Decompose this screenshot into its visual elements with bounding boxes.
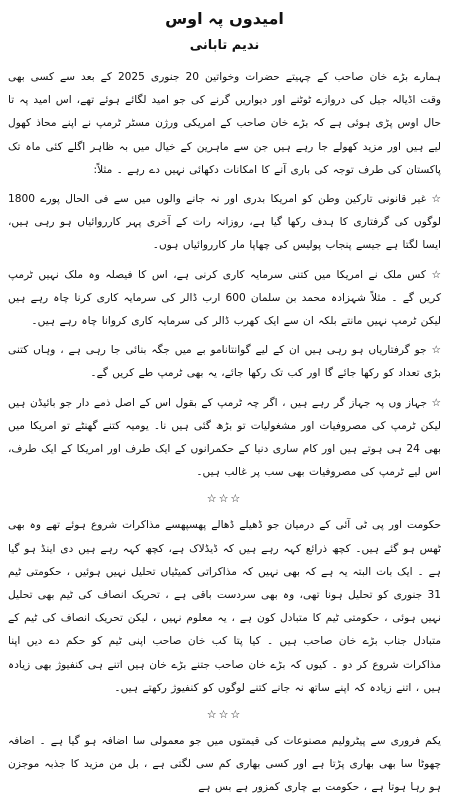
article-paragraph: ☆ کس ملک نے امریکا میں کتنی سرمایہ کاری کرنی ہے، اس کا فیصلہ وہ ملک نہیں ٹرمپ کریں گے ۔ مثلاً شہزادہ محمد بن سلمان 600 ارب ڈالر کی سرمایہ کاری کرنا چاہ رہے ہیں لیکن ٹرمپ نہیں مانتے بلکہ ان سے ایک کھرب ڈالر کی سرمایہ کاری کروانا چاہ رہے ہیں۔ — [8, 268, 442, 328]
article-paragraph: ☆ غیر قانونی تارکین وطن کو امریکا بدری اور نہ جانے والوں میں سے فی الحال پورے 1800 لوگوں کی گرفتاری کا ہدف رکھا گیا ہے، روزانہ رات کے آخری پہر کارروائیاں ہو رہی ہیں، ایسا لگتا ہے جیسے پنجاب پولیس کی چھاپا مار کارروائیاں ہوں۔ — [8, 193, 441, 252]
article-paragraph: حکومت اور پی ٹی آئی کے درمیان جو ڈھیلے ڈھالے پھسپھسے مذاکرات شروع ہوئے تھے وہ بھی ٹھس ہو گئے ہیں۔ کچھ ذرائع کہہ رہے ہیں کہ ڈیڈلاک ہے، کچھ کہہ رہے ہیں دی اینڈ ہو گیا ہے ۔ ایک بات البتہ یہ ہے کہ بھی نہیں کہ مذاکراتی کمیٹیاں تحلیل نہیں ہوئیں ، حکومتی ٹیم 31 جنوری کو تحلیل ہونا تھی، وہ بھی سردست باقی ہے ، تحریک انصاف کی ٹیم بھی تحلیل نہیں ہوئی ، حکومتی ٹیم کا متبادل کون ہے ، یہ معلوم نہیں ، لیکن تحریک انصاف کی ٹیم کے متبادل جناب بڑے خان صاحب ہیں ۔ کیا پتا کب خان صاحب اپنی ٹیم کو حکم دے دیں اپنا مذاکرات شروع کر دو ۔ کیوں کہ بڑے خان صاحب جتنے بڑے خان ہیں اتنے ہی کنفیوژ بھی زیادہ ہیں ، اتنے زیادہ کہ اپنے ساتھ نہ جانے کتنے لوگوں کو کنفیوژ رکھتے ہیں۔ — [8, 519, 441, 694]
article-paragraph: یکم فروری سے پیٹرولیم مصنوعات کی قیمتوں میں جو معمولی سا اضافہ ہو گیا ہے ۔ اضافہ چھوٹا سا بھی بھاری پڑتا ہے اور کسی بھاری کم سی لگتی ہے ، بل من مزید کا جذبہ موجزن ہو رہا ہوتا ہے ، حکومت بے چاری کمزور ہے بس ہے — [8, 735, 441, 794]
article-paragraph: ہمارے بڑے خان صاحب کے چہیتے حضرات وخواتین 20 جنوری 2025 کے بعد سے کسی بھی وقت اڈیالہ جیل کی دروازے ٹوٹنے اور دیواریں گرنے کی جو امید لگائے ہوئے تھے، اس امید پہ تا حال اوس پڑی ہوئی ہے کہ بڑے خان صاحب کے امریکی ورژن مسٹر ٹرمپ نے اپنے محاذ کھول لیے ہیں اور مزید کھولے جا رہے ہیں جن سے ماہرین کے خیال میں بہ ظاہر اگلے کئی ماہ تک پاکستان کی طرف توجہ کی باری آنے کا امکانات دکھائی نہیں دے رہے ۔ مثلاً: — [8, 71, 441, 176]
section-separator: ☆☆☆ — [206, 708, 243, 722]
article-paragraph: ☆ جو گرفتاریاں ہو رہی ہیں ان کے لیے گوانتانامو بے میں جگہ بنائی جا رہی ہے ، وہاں کتنی بڑی تعداد کو رکھا جائے گا اور کب تک رکھا جائے، یہ بھی ٹرمپ طے کریں گے۔ — [8, 344, 441, 380]
article-author: ندیم تابانی — [189, 38, 260, 53]
article-paragraph: ☆ جہاز وں پہ جہاز گر رہے ہیں ، اگر چہ ٹرمپ کے بقول اس کے اصل ذمے دار جو بائیڈن ہیں لیکن ٹرمپ کی مصروفیات اور مشغولیات تو بڑھ گئی ہیں نا۔ یومیہ کتنے گھنٹے تو امریکا میں بھی 24 ہی ہوتے ہیں اور کام ساری دنیا کے حکمرانوں کے ایک طرف اور امریکا کے ایک طرف، اس لیے ٹرمپ کی مصروفیات بھی سب پر غالب ہیں۔ — [8, 396, 441, 479]
article-title: امیدوں پہ اوس — [165, 9, 284, 28]
section-separator: ☆☆☆ — [206, 492, 243, 506]
